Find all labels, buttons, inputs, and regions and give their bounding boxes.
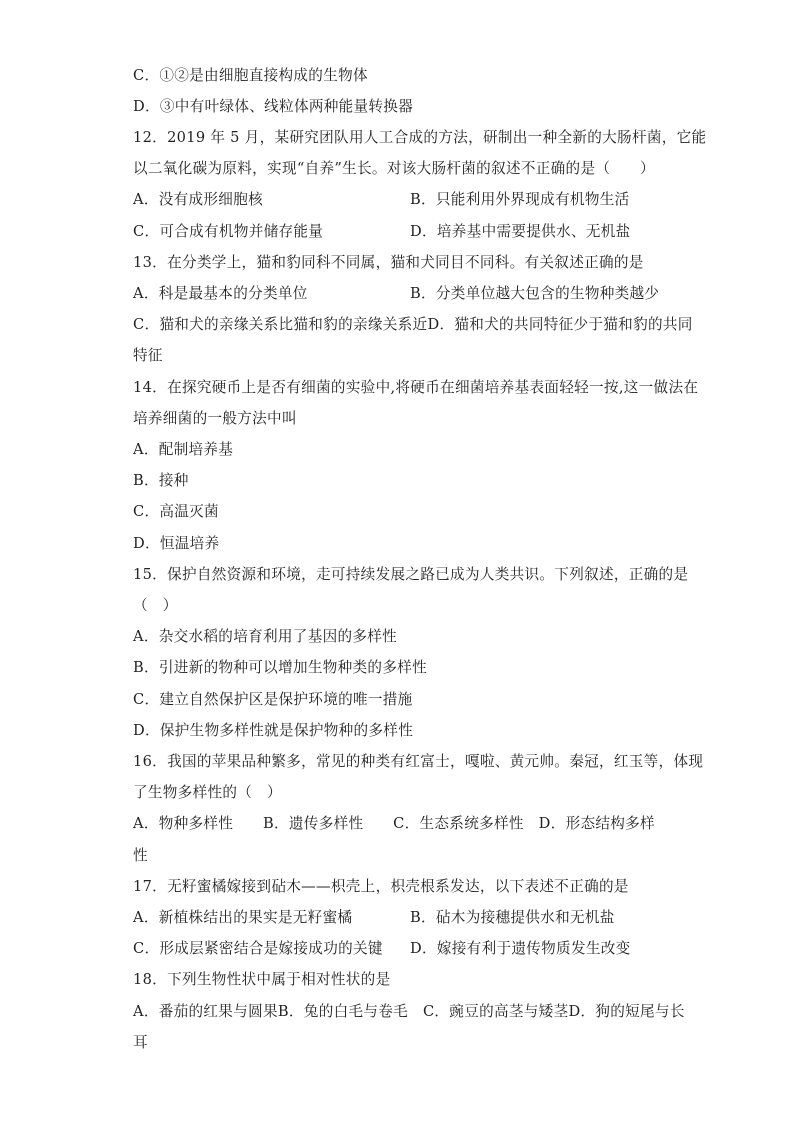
text-line: 特征	[133, 347, 163, 364]
option-line: A．杂交水稻的培育利用了基因的多样性	[133, 628, 398, 645]
option-line: B．只能利用外界现成有机物生活	[410, 191, 630, 208]
text-line: 耳	[133, 1034, 148, 1051]
text-line: 培养细菌的一般方法中叫	[133, 410, 297, 427]
option-line: A．番茄的红果与圆果B．兔的白毛与卷毛 C．豌豆的高茎与矮茎D．狗的短尾与长	[133, 1003, 685, 1020]
option-line: A．没有成形细胞核	[133, 191, 263, 208]
question-13-stem: 13．在分类学上，猫和豹同科不同属，猫和犬同目不同科。有关叙述正确的是	[133, 254, 644, 271]
option-line: A．新植株结出的果实是无籽蜜橘	[133, 909, 353, 926]
option-line: D．保护生物多样性就是保护物种的多样性	[133, 722, 414, 739]
option-line: A．物种多样性 B．遗传多样性 C．生态系统多样性 D．形态结构多样	[133, 815, 655, 832]
text-line: C．①②是由细胞直接构成的生物体	[133, 67, 368, 84]
option-line: B．引进新的物种可以增加生物种类的多样性	[133, 659, 428, 676]
option-line: A．科是最基本的分类单位	[133, 285, 308, 302]
option-line: B．分类单位越大包含的生物种类越少	[410, 285, 660, 302]
text-line: D．③中有叶绿体、线粒体两种能量转换器	[133, 98, 414, 115]
option-line: B．砧木为接穗提供水和无机盐	[410, 909, 615, 926]
option-line: C．可合成有机物并储存能量	[133, 223, 324, 240]
option-line: C．形成层紧密结合是嫁接成功的关键	[133, 940, 383, 957]
text-line: 了生物多样性的（ ）	[133, 784, 282, 801]
option-line: D．恒温培养	[133, 535, 220, 552]
question-12-stem: 12．2019 年 5 月，某研究团队用人工合成的方法，研制出一种全新的大肠杆菌，它能	[133, 129, 707, 146]
text-line: 以二氧化碳为原料，实现“自养”生长。对该大肠杆菌的叙述不正确的是（ ）	[133, 160, 655, 177]
question-16-stem: 16．我国的苹果品种繁多，常见的种类有红富士，嘎啦、黄元帅。秦冠，红玉等，体现	[133, 753, 704, 770]
text-line: 性	[133, 847, 148, 864]
option-line: C．高温灭菌	[133, 503, 219, 520]
question-15-stem: 15．保护自然资源和环境，走可持续发展之路已成为人类共识。下列叙述，正确的是	[133, 566, 689, 583]
option-line: D．培养基中需要提供水、无机盐	[410, 223, 631, 240]
question-14-stem: 14．在探究硬币上是否有细菌的实验中,将硬币在细菌培养基表面轻轻一按,这一做法在	[133, 379, 699, 396]
text-line: （ ）	[133, 597, 178, 614]
option-line: D．嫁接有利于遗传物质发生改变	[410, 940, 631, 957]
option-line: C．建立自然保护区是保护环境的唯一措施	[133, 691, 413, 708]
option-line: C．猫和犬的亲缘关系比猫和豹的亲缘关系近D．猫和犬的共同特征少于猫和豹的共同	[133, 316, 693, 333]
option-line: A．配制培养基	[133, 441, 234, 458]
question-17-stem: 17．无籽蜜橘嫁接到砧木——枳壳上，枳壳根系发达，以下表述不正确的是	[133, 878, 629, 895]
option-line: B．接种	[133, 472, 189, 489]
question-18-stem: 18．下列生物性状中属于相对性状的是	[133, 971, 391, 988]
